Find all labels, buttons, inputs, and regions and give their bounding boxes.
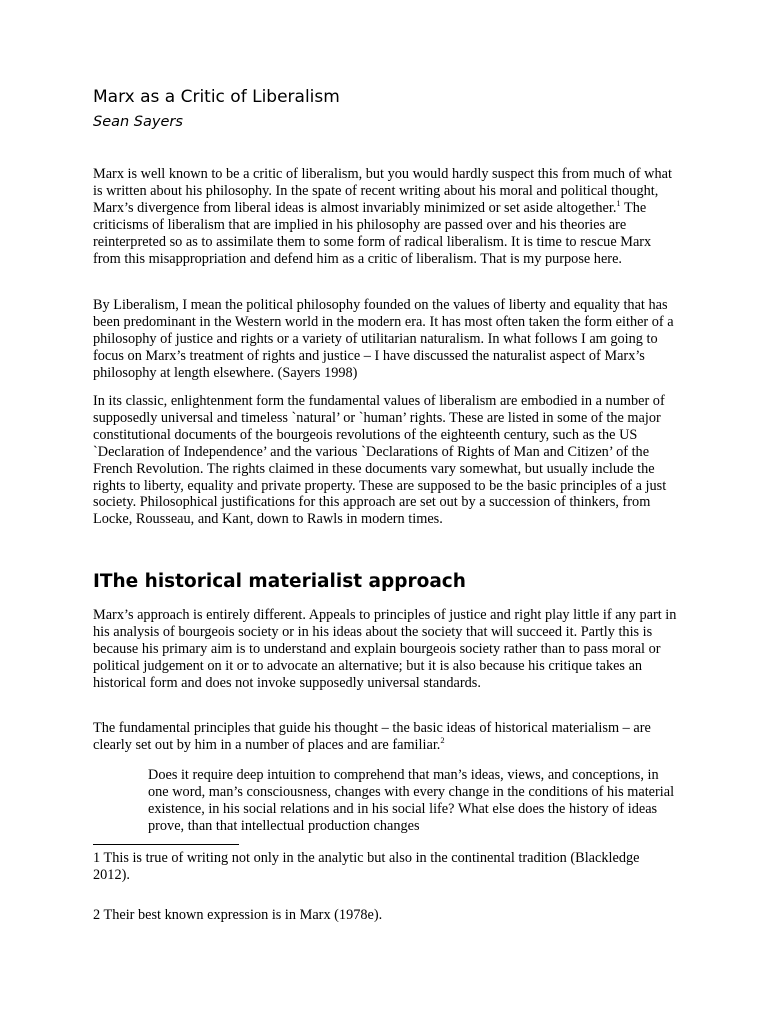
paragraph-intro-text: Marx is well known to be a critic of liberalism, but you would hardly suspect this from much of what is written about his philosophy. In the spate of recent writing about his moral and political thought, Marx’s divergence from liberal ideas is almost invariably minimized or set aside altogether. (93, 166, 672, 216)
author-name: Sean Sayers (93, 114, 183, 130)
paragraph-fundamental-principles (93, 720, 677, 754)
footnote-divider (93, 844, 239, 845)
paragraph-classic-liberalism: In its classic, enlightenment form the fundamental values of liberalism are embodied in a number of supposedly universal and timeless `natural’ or `human’ rights. These are listed in some of the major constitutional documents of the bourgeois revolutions of the eighteenth century, such as the US `Declaration of Independence’ and the various `Declarations of Rights of Man and Citizen’ of the French Revolution. The rights claimed in these documents vary somewhat, but usually include the rights to liberty, equality and private property. These are supposed to be the basic principles of a just society. Philosophical justifications for this approach are set out by a succession of thinkers, from Locke, Rousseau, and Kant, down to Rawls in modern times. (93, 393, 667, 528)
footnote-ref-2[interactable]: 2 (440, 735, 445, 746)
document-title: Marx as a Critic of Liberalism (93, 87, 340, 107)
paragraph-intro-text-cont: The criticisms of liberalism that are implied in his philosophy are passed over and his theories are reinterpreted so as to assimilate them to some form of radical liberalism. It is time to rescue Marx from this misappropriation and defend him as a critic of liberalism. That is my purpose here. (93, 199, 652, 267)
footnote-1: 1 This is true of writing not only in the analytic but also in the continental tradition (Blackledge 2012). (93, 850, 640, 883)
footnote-ref-1[interactable]: 1 (616, 198, 621, 209)
paragraph-fundamental-principles-text: The fundamental principles that guide his thought – the basic ideas of historical materialism – are clearly set out by him in a number of places and are familiar. (93, 720, 651, 753)
block-quote: Does it require deep intuition to comprehend that man’s ideas, views, and conceptions, in one word, man’s consciousness, changes with every change in the conditions of his material existence, in his social relations and in his social life? What else does the history of ideas prove, than that intellectual production changes (148, 767, 675, 834)
section-heading: IThe historical materialist approach (93, 571, 466, 592)
footnote-2: 2 Their best known expression is in Marx (1978e). (93, 907, 383, 923)
paragraph-liberalism-definition: By Liberalism, I mean the political philosophy founded on the values of liberty and equality that has been predominant in the Western world in the modern era. It has most often taken the form either of a philosophy of justice and rights or a variety of utilitarian naturalism. In what follows I am going to focus on Marx’s treatment of rights and justice – I have discussed the naturalist aspect of Marx’s philosophy at length elsewhere. (Sayers 1998) (93, 297, 674, 381)
paragraph-marx-approach: Marx’s approach is entirely different. Appeals to principles of justice and right play little if any part in his analysis of bourgeois society or in his ideas about the society that will succeed it. Partly this is because his primary aim is to understand and explain bourgeois society rather than to pass moral or political judgement on it or to advocate an alternative; but it is also because his critique takes an historical form and does not invoke supposedly universal standards. (93, 607, 677, 691)
paragraph-intro (93, 166, 677, 267)
